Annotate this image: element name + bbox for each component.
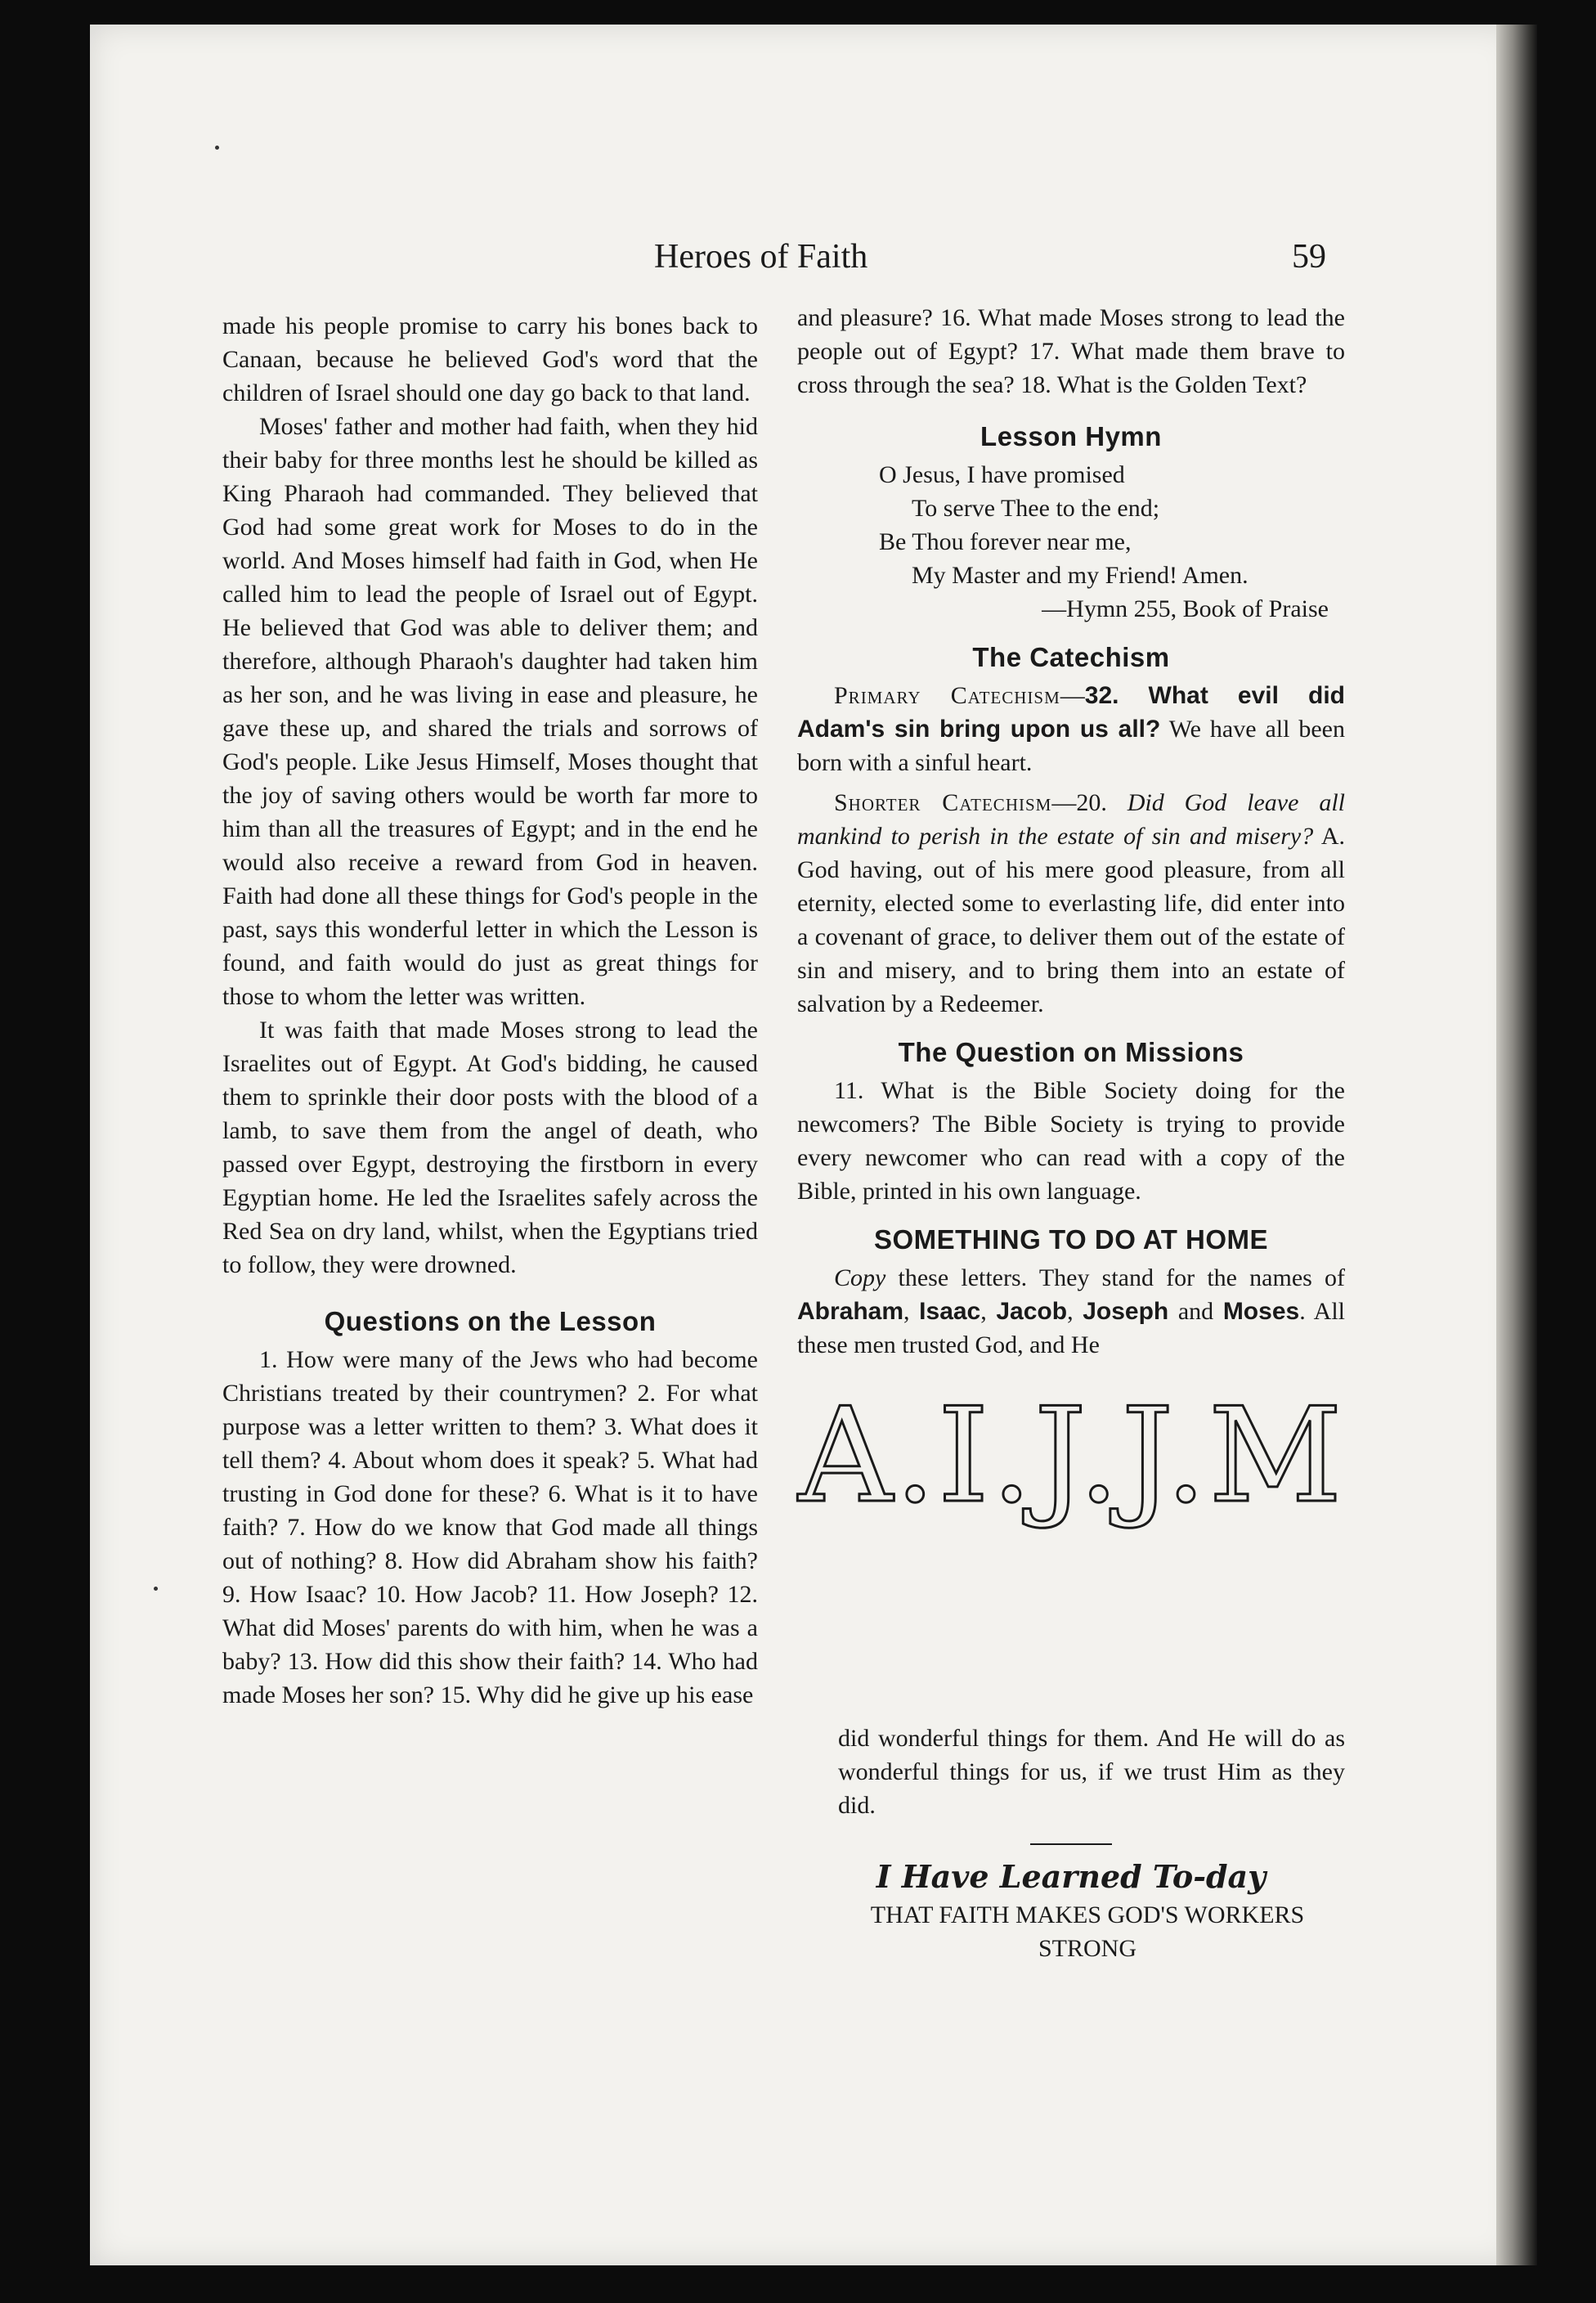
page-edge [1496,25,1537,2265]
hymn-heading: Lesson Hymn [980,421,1162,451]
primary-catechism: Primary Catechism—32. What evil did Adam's sin bring upon us all? We have all been born with a sinful heart. [797,682,1345,776]
copy-word: Copy [834,1264,886,1291]
home-closing: did wonderful things for them. And He will do as wonderful things for us, if we trust Him as they did. [838,1725,1345,1819]
shorter-catechism-number: 20. [1076,789,1107,816]
primary-catechism-question: 32. What evil did Adam's sin bring upon us all? [797,682,1345,743]
catechism-heading: The Catechism [972,642,1170,672]
home-heading: SOMETHING TO DO AT HOME [873,1224,1269,1255]
left-column [222,309,758,1712]
shorter-catechism-question: Did God leave all mankind to perish in the estate of sin and misery? [797,789,1345,850]
hymn-line: My Master and my Friend! Amen. [912,562,1249,589]
hymn-line: To serve Thee to the end; [912,495,1160,522]
learned-text: THAT FAITH MAKES GOD'S WORKERS STRONG [870,1901,1305,1962]
home-text: these letters. They stand for the names of [898,1264,1345,1291]
home-text: All these men trusted God, and He [797,1298,1345,1358]
hymn [797,458,1345,626]
primary-catechism-label: Primary Catechism [834,682,1060,709]
missions-heading: The Question on Missions [898,1037,1244,1067]
right-column [797,301,1345,1965]
shorter-catechism: Shorter Catechism—20. Did God leave all mankind to perish in the estate of sin and misery? A. God having, out of his mere good pleasure, from all eternity, elected some to everlasting life, did enter into a covenant of grace, to deliver them out of the estate of sin and misery, and to bring them into an estate of salvation by a Redeemer. [797,789,1345,1017]
paragraph: Moses' father and mother had faith, when they hid their baby for three months lest he should be killed as King Pharaoh had commanded. They believed that God had some great work for Moses to do in the world. And Moses himself had faith in God, when He called him to lead the people of Israel out of Egypt. He believed that God was able to deliver them; and therefore, although Pharaoh's daughter had taken him as her son, and he was living in ease and pleasure, he gave these up, and shared the trials and sorrows of God's people. Like Jesus Himself, Moses thought that the joy of saving others would be worth far more to him than all the treasures of Egypt; and in the end he would also receive a reward from God in heaven. Faith had done all these things for God's people in the past, says this wonderful letter in which the Lesson is found, and faith would do just as great things for those to whom the letter was written. [222,413,758,1010]
questions-heading: Questions on the Lesson [324,1306,657,1336]
home-instructions: Copy these letters. They stand for the names of Abraham, Isaac, Jacob, Joseph and Moses. All these men trusted God, and He [797,1264,1345,1358]
blank-space [797,1525,1345,1722]
hymn-line: O Jesus, I have promised [879,461,1125,488]
hymn-source: —Hymn 255, Book of Praise [1042,595,1329,622]
hymn-line: Be Thou forever near me, [879,528,1132,555]
questions-text: 1. How were many of the Jews who had become Christians treated by their countrymen? 2. For what purpose was a letter written to them? 3. What does it tell them? 4. About whom does it speak? 5. What had trusting in God done for these? 6. What is it to have faith? 7. How do we know that God made all things out of nothing? 8. How did Abraham show his faith? 9. How Isaac? 10. How Jacob? 11. How Joseph? 12. What did Moses' parents do with him, when he was a baby? 13. How did this show their faith? 14. Who had made Moses her son? 15. Why did he give up his ease [222,1346,758,1708]
name-moses: Moses [1222,1298,1300,1325]
outline-letters: A.I.J.J.M [798,1379,1344,1532]
paragraph: It was faith that made Moses strong to lead the Israelites out of Egypt. At God's bidding, he caused them to sprinkle their door posts with the blood of a lamb, to save them from the angel of death, who passed over Egypt, destroying the firstborn in every Egyptian home. He led the Israelites safely across the Red Sea on dry land, whilst, when the Egyptians tried to follow, they were drowned. [222,1017,758,1278]
name-jacob: Jacob [996,1298,1068,1325]
paragraph: made his people promise to carry his bones back to Canaan, because he believed God's word that the children of Israel should one day go back to that land. [222,312,758,406]
shorter-catechism-answer: A. God having, out of his mere good pleasure, from all eternity, elected some to everlasting life, did enter into a covenant of grace, to deliver them out of the estate of sin and misery, and to bring them into an estate of salvation by a Redeemer. [797,823,1345,1017]
divider [1030,1843,1112,1845]
page-title: Heroes of Faith [654,238,868,276]
missions-text: 11. What is the Bible Society doing for the newcomers? The Bible Society is trying to provide every newcomer who can read with a copy of the Bible, printed in his own language. [797,1077,1345,1205]
speck [215,146,219,150]
name-joseph: Joseph [1083,1298,1169,1325]
learned-heading: I Have Learned To-day [876,1858,1266,1895]
page-number: 59 [1292,238,1326,276]
name-abraham: Abraham [797,1298,904,1325]
shorter-catechism-label: Shorter Catechism [834,789,1052,816]
questions-continued: and pleasure? 16. What made Moses strong to lead the people out of Egypt? 17. What made them brave to cross through the sea? 18. What is the Golden Text? [797,304,1345,398]
speck [154,1587,158,1591]
primary-catechism-answer: We have all been born with a sinful heart. [797,716,1345,776]
name-isaac: Isaac [919,1298,981,1325]
